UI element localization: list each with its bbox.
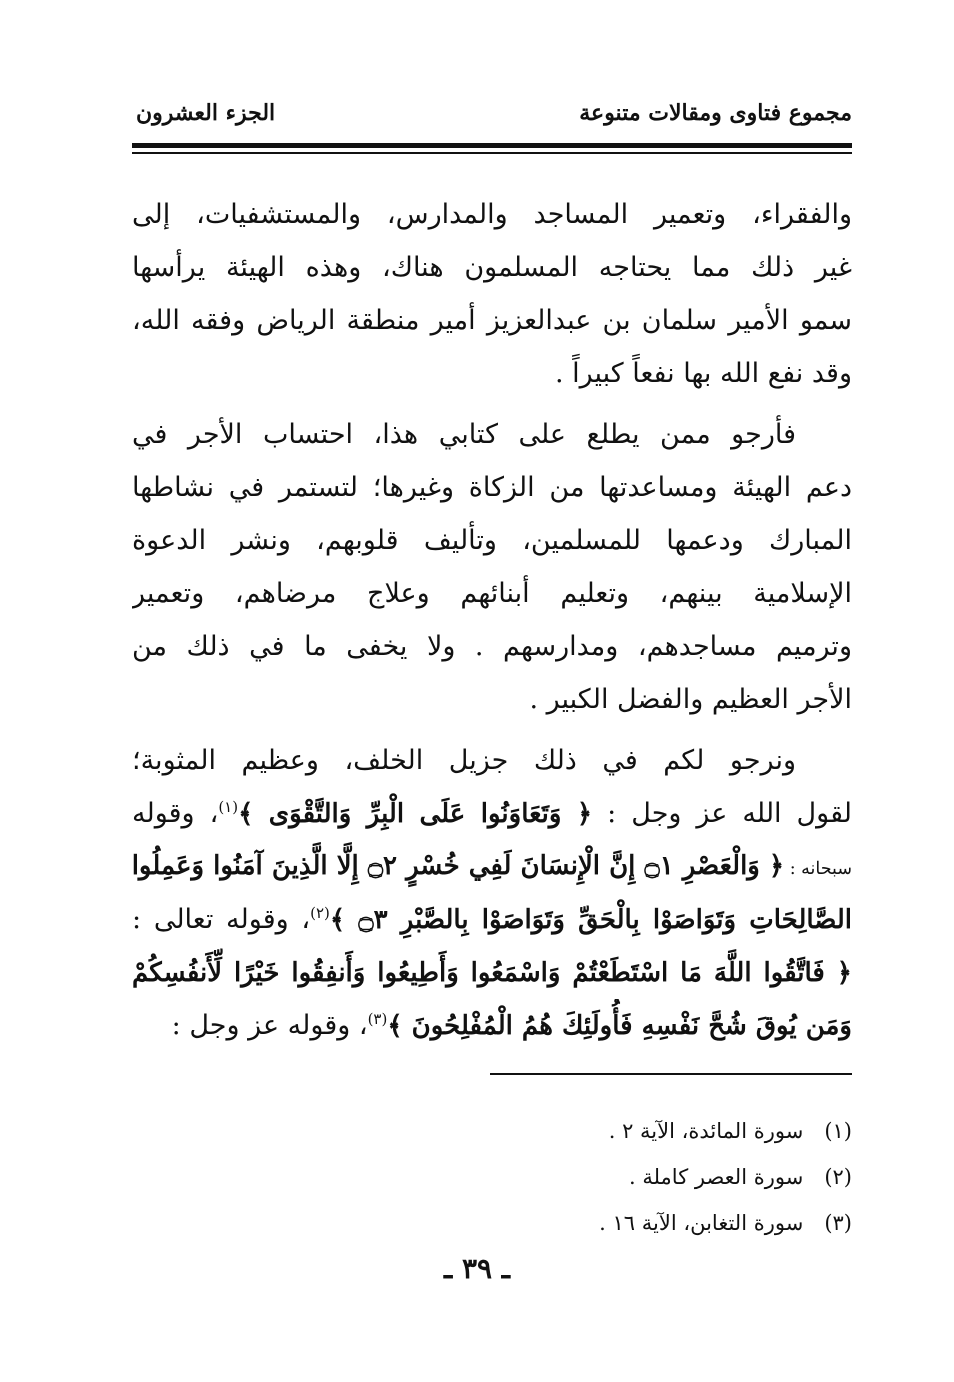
footnote-number: (٣) <box>824 1211 852 1235</box>
footnote-text: سورة المائدة، الآية ٢ . <box>608 1119 804 1143</box>
text-line: وترميم مساجدهم، ومدارسهم . ولا يخفى ما في ذلك من <box>132 631 852 662</box>
footnote-mark: (٣) <box>367 1010 388 1028</box>
text-line: وقد نفع الله بها نفعاً كبيراً . <box>554 358 852 389</box>
volume-label: الجزء العشرون <box>136 100 276 126</box>
quran-verse: الصَّالِحَاتِ وَتَوَاصَوْا بِالْحَقِّ وَتَوَاصَوْا بِالصَّبْرِ ۝٣ ﴾ <box>329 905 852 935</box>
text-line: والفقراء، وتعمير المساجد والمدارس، والمستشفيات، إلى <box>132 199 852 230</box>
text-line: فأرجو ممن يطلع على كتابي هذا، احتساب الأجر في <box>132 419 796 450</box>
text-line: الإسلامية بينهم، وتعليم أبنائهم وعلاج مرضاهم، وتعمير <box>132 578 852 609</box>
text-span: لقول الله عز وجل : <box>592 798 852 829</box>
footnote-text: سورة التغابن، الآية ١٦ . <box>599 1211 804 1235</box>
text-line <box>132 999 852 1052</box>
header-rule-thick <box>132 143 852 148</box>
footnote <box>300 1154 852 1200</box>
quran-verse: وَمَن يُوقَ شُحَّ نَفْسِهِ فَأُولَئِكَ هُمُ الْمُفْلِحُونَ ﴾ <box>387 1011 852 1041</box>
text-span: ، وقوله عز وجل : <box>171 1010 368 1041</box>
text-line <box>132 893 852 946</box>
header-rule-thin <box>132 152 852 154</box>
body-text <box>132 188 852 1052</box>
text-line: دعم الهيئة ومساعدتها من الزكاة وغيرها؛ لتستمر في نشاطها <box>132 472 852 503</box>
text-line <box>132 840 852 893</box>
footnote-number: (٢) <box>824 1165 852 1189</box>
quran-verse: ﴿ وَتَعَاوَنُوا عَلَى الْبِرِّ وَالتَّقْوَى ﴾ <box>238 799 593 829</box>
footnote-separator <box>490 1073 852 1075</box>
running-header <box>132 96 852 136</box>
text-line <box>132 946 852 999</box>
footnote <box>300 1200 852 1246</box>
quran-verse: ﴿ فَاتَّقُوا اللَّهَ مَا اسْتَطَعْتُمْ وَاسْمَعُوا وَأَطِيعُوا وَأَنفِقُوا خَيْرًا لِّأَنفُسِكُمْ <box>132 958 852 988</box>
footnote-number: (١) <box>824 1119 852 1143</box>
page-number: ـ ٣٩ ـ <box>444 1252 510 1285</box>
text-line: سمو الأمير سلمان بن عبدالعزيز أمير منطقة الرياض وفقه الله، <box>132 305 852 336</box>
text-line: الأجر العظيم والفضل الكبير . <box>529 684 852 715</box>
footnote-mark: (٢) <box>310 904 330 922</box>
footnote-text: سورة العصر كاملة . <box>629 1165 804 1189</box>
text-line <box>132 787 852 840</box>
footnotes <box>300 1108 852 1246</box>
text-span: ، وقوله <box>132 798 219 829</box>
footnote <box>300 1108 852 1154</box>
book-title: مجموع فتاوى ومقالات متنوعة <box>579 100 852 126</box>
text-line: المبارك ودعمها للمسلمين، وتأليف قلوبهم، ونشر الدعوة <box>132 525 852 556</box>
text-line: ونرجو لكم في ذلك جزيل الخلف، وعظيم المثوبة؛ <box>132 745 796 776</box>
quran-verse: ﴿ وَالْعَصْرِ ۝١ إِنَّ الْإِنسَانَ لَفِي خُسْرٍ ۝٢ إِلَّا الَّذِينَ آمَنُوا وَعَمِلُوا <box>132 851 785 881</box>
text-line: غير ذلك مما يحتاجه المسلمون هناك، وهذه الهيئة يرأسها <box>132 252 852 283</box>
text-span: ، وقوله تعالى : <box>132 904 311 935</box>
footnote-mark: (١) <box>218 798 239 816</box>
text-span: سبحانه : <box>784 859 852 879</box>
